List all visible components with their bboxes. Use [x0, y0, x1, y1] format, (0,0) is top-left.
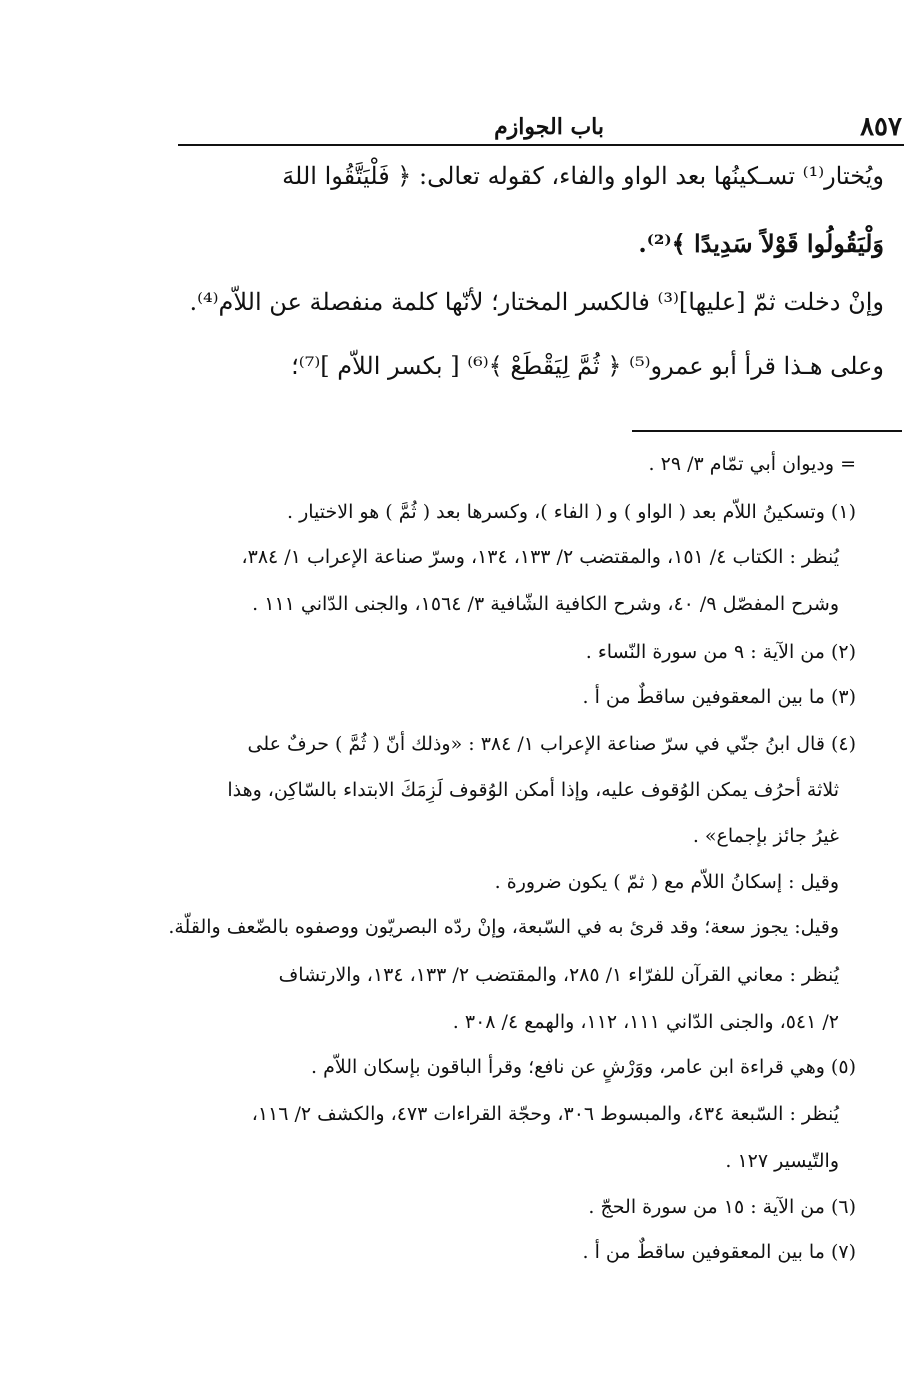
footnote-line: غيرُ جائز بإجماع» .: [692, 825, 839, 847]
footnote-line: يُنظر : الكتاب ٤/ ١٥١، والمقتضب ٢/ ١٣٣، ١٣٤، وسرّ صناعة الإعراب ١/ ٣٨٤،: [241, 546, 839, 568]
footnote-line: وشرح المفصّل ٩/ ٤٠، وشرح الكافية الشّافية ٣/ ١٥٦٤، والجنى الدّاني ١١١ .: [252, 593, 839, 615]
footnote-line: يُنظر : السّبعة ٤٣٤، والمبسوط ٣٠٦، وحجّة القراءات ٤٧٣، والكشف ٢/ ١١٦،: [251, 1103, 839, 1125]
main-text-line: وإنْ دخلت ثمّ [عليها]⁽³⁾ فالكسر المختار؛ لأنّها كلمة منفصلة عن اللاّم⁽⁴⁾.: [189, 288, 884, 316]
footnote-line: (٥) وهي قراءة ابن عامر، ووَرْشٍ عن نافع؛ وقرأ الباقون بإسكان اللاّم .: [311, 1056, 856, 1078]
footnote-line: وقيل : إسكانُ اللاّم مع ( ثمّ ) يكون ضرورة .: [494, 871, 839, 893]
footnote-line: (٣) ما بين المعقوفين ساقطٌ من أ .: [582, 686, 856, 708]
main-text-line: ويُختار⁽¹⁾ تسـكينُها بعد الواو والفاء، كقوله تعالى: ﴿ فَلْيَتَّقُوا اللهَ: [282, 162, 884, 190]
page-header: [178, 112, 904, 142]
footnote-line: ٢/ ٥٤١، والجنى الدّاني ١١١، ١١٢، والهمع ٤/ ٣٠٨ .: [452, 1011, 839, 1033]
footnote-line: (٢) من الآية : ٩ من سورة النّساء .: [585, 641, 856, 663]
footnote-line: ثلاثة أحرُف يمكن الوُقوف عليه، وإذا أمكن الوُقوف لَزِمَكَ الابتداء بالسّاكِن، وهذا: [227, 779, 839, 801]
footnote-line: يُنظر : معاني القرآن للفرّاء ١/ ٢٨٥، والمقتضب ٢/ ١٣٣، ١٣٤، والارتشاف: [278, 964, 839, 986]
footnote-line: والتّيسير ١٢٧ .: [725, 1150, 839, 1172]
main-text-line: وَلْيَقُولُوا قَوْلاً سَدِيدًا ﴾⁽²⁾.: [638, 229, 884, 258]
header-rule: [178, 144, 904, 146]
main-text-line: وعلى هـذا قرأ أبو عمرو⁽⁵⁾ ﴿ ثُمَّ لِيَقْطَعْ ﴾⁽⁶⁾ [ بكسر اللاّم ]⁽⁷⁾؛: [291, 352, 884, 380]
footnote-line: (٧) ما بين المعقوفين ساقطٌ من أ .: [582, 1241, 856, 1263]
footnote-line: وقيل: يجوز سعة؛ وقد قرئ به في السّبعة، وإنْ ردّه البصريّون ووصفوه بالضّعف والقلّة.: [168, 916, 839, 938]
footnote-line: (٦) من الآية : ١٥ من سورة الحجّ .: [588, 1196, 856, 1218]
footnote-separator: [632, 430, 902, 432]
footnote-line: (١) وتسكينُ اللاّم بعد ( الواو ) و ( الفاء )، وكسرها بعد ( ثُمَّ ) هو الاختيار .: [287, 501, 856, 523]
page-number: ٨٥٧: [860, 112, 902, 142]
footnote-line: (٤) قال ابنُ جنّي في سرّ صناعة الإعراب ١/ ٣٨٤ : «وذلك أنّ ( ثُمَّ ) حرفٌ على: [247, 733, 856, 755]
footnote-line: = وديوان أبي تمّام ٣/ ٢٩ .: [648, 453, 856, 475]
chapter-title: باب الجوازم: [494, 114, 604, 140]
